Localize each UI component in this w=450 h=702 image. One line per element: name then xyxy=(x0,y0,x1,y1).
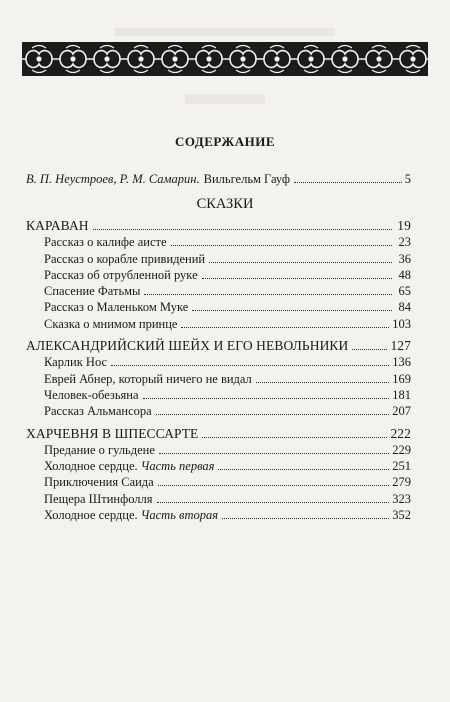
ornament-motif xyxy=(294,46,328,73)
toc-entry-text: Приключения Саида xyxy=(44,475,154,490)
toc-entry[interactable] xyxy=(26,387,411,403)
toc-entry-label xyxy=(26,387,139,403)
toc-group-heading[interactable] xyxy=(26,338,411,354)
toc-page-number: 48 xyxy=(398,267,411,282)
toc-entry-text: Холодное сердце. xyxy=(44,508,138,523)
ornament-motif xyxy=(226,46,260,73)
toc-entry[interactable] xyxy=(26,234,411,250)
toc-entry[interactable] xyxy=(26,299,411,315)
ornament-pattern xyxy=(22,42,428,76)
toc-entry[interactable] xyxy=(26,491,411,507)
toc-entry-label: АЛЕКСАНДРИЙСКИЙ ШЕЙХ И ЕГО НЕВОЛЬНИКИ xyxy=(26,338,349,354)
ornament-motif xyxy=(90,46,124,73)
toc-intro-entry[interactable] xyxy=(26,172,411,187)
toc-page-number: 222 xyxy=(390,425,411,441)
ornament-motif xyxy=(328,46,362,73)
toc-page-number: 279 xyxy=(392,475,411,490)
toc-page-number: 352 xyxy=(392,508,411,523)
toc-entry-text: Спасение Фатьмы xyxy=(44,284,141,299)
toc-page-number: 84 xyxy=(398,300,411,315)
toc-entry-label xyxy=(26,316,177,332)
ornament-motif xyxy=(192,46,226,73)
toc-entry-label: ХАРЧЕВНЯ В ШПЕССАРТЕ xyxy=(26,425,199,441)
toc-entry[interactable] xyxy=(26,251,411,267)
toc-entry-label: КАРАВАН xyxy=(26,218,89,233)
intro-title: Вильгельм Гауф xyxy=(203,172,290,186)
leader-dots xyxy=(144,294,392,295)
toc-page-number: 181 xyxy=(392,387,411,402)
leader-dots xyxy=(158,485,390,486)
leader-dots xyxy=(181,327,389,328)
toc-entry[interactable] xyxy=(26,458,411,474)
toc-entry-label xyxy=(26,354,107,370)
toc-group-heading[interactable] xyxy=(26,218,411,234)
leader-dots xyxy=(93,229,392,230)
section-title: СКАЗКИ xyxy=(196,196,254,212)
toc-entry-text: Еврей Абнер, который ничего не видал xyxy=(44,371,252,386)
ornament-motif xyxy=(396,46,428,73)
ornament-motif xyxy=(158,46,192,73)
toc-entry-label xyxy=(26,267,198,283)
toc-page-number: 229 xyxy=(392,442,411,457)
toc-entry-text: Человек-обезьяна xyxy=(44,387,139,402)
leader-dots xyxy=(222,518,389,519)
ornament-motif xyxy=(124,46,158,73)
ornament-motif xyxy=(260,46,294,73)
toc-entry[interactable] xyxy=(26,267,411,283)
toc-page-number: 23 xyxy=(398,235,411,250)
toc-entry-text: Сказка о мнимом принце xyxy=(44,316,178,331)
toc-page-number: 65 xyxy=(398,284,411,299)
toc-entry-text: Пещера Штинфолля xyxy=(44,491,153,506)
toc-entry[interactable] xyxy=(26,403,411,419)
toc-page-number: 207 xyxy=(392,404,411,419)
toc-entry-label xyxy=(26,458,214,474)
toc-entry-text: Рассказ о Маленьком Муке xyxy=(44,300,189,315)
leader-dots xyxy=(159,453,389,454)
toc-entry[interactable] xyxy=(26,283,411,299)
leader-dots xyxy=(202,278,392,279)
toc-entry-label xyxy=(26,251,205,267)
toc-entry-label xyxy=(26,507,218,523)
toc-page-number: 251 xyxy=(392,459,411,474)
toc-entry[interactable] xyxy=(26,442,411,458)
toc-entry-italic-part: Часть вторая xyxy=(140,508,219,523)
toc-entry[interactable] xyxy=(26,354,411,370)
ornamental-band xyxy=(22,42,428,76)
leader-dots xyxy=(202,437,387,438)
toc-page-number: 169 xyxy=(392,371,411,386)
toc-entry-text: Рассказ об отрубленной руке xyxy=(44,267,198,282)
toc-page-number: 136 xyxy=(392,355,411,370)
leader-dots xyxy=(156,414,390,415)
toc-entry-label xyxy=(26,371,252,387)
leader-dots xyxy=(294,182,402,183)
toc-group-heading[interactable] xyxy=(26,426,411,442)
toc-page-number: 127 xyxy=(390,338,411,354)
toc-page-number: 19 xyxy=(397,218,411,233)
toc-page-number: 36 xyxy=(398,251,411,266)
toc-entry-italic-part: Часть первая xyxy=(140,459,215,474)
leader-dots xyxy=(111,365,389,366)
toc-entry[interactable] xyxy=(26,371,411,387)
toc-entry-label xyxy=(26,474,154,490)
leader-dots xyxy=(157,502,390,503)
ornament-motif xyxy=(56,46,90,73)
bleed-through-top xyxy=(115,28,335,36)
ornament-motif xyxy=(22,46,56,73)
toc-entry-text: Рассказ о корабле привидений xyxy=(44,251,206,266)
leader-dots xyxy=(256,382,389,383)
leader-dots xyxy=(171,245,392,246)
leader-dots xyxy=(143,398,390,399)
bleed-through-mid xyxy=(185,94,265,104)
toc-entry[interactable] xyxy=(26,316,411,332)
toc-entry-label xyxy=(26,491,153,507)
toc-page-number: 323 xyxy=(392,491,411,506)
leader-dots xyxy=(192,310,392,311)
toc-entry-label xyxy=(26,299,188,315)
leader-dots xyxy=(352,349,387,350)
toc-entry-text: Рассказ о калифе аисте xyxy=(44,235,167,250)
toc-entry-text: Предание о гульдене xyxy=(44,442,155,457)
ornament-motif xyxy=(362,46,396,73)
toc-page-number: 103 xyxy=(392,316,411,331)
toc-entry-text: Холодное сердце. xyxy=(44,459,138,474)
toc-entry-label xyxy=(26,234,167,250)
toc-entry-label xyxy=(26,403,152,419)
toc-title: СОДЕРЖАНИЕ xyxy=(174,134,276,149)
intro-page-number: 5 xyxy=(404,172,411,186)
toc-entry-label xyxy=(26,283,140,299)
toc-entry[interactable] xyxy=(26,507,411,523)
toc-entries xyxy=(26,218,411,523)
leader-dots xyxy=(218,469,389,470)
toc-entry-text: Рассказ Альмансора xyxy=(44,404,152,419)
toc-entry-text: Карлик Нос xyxy=(44,355,108,370)
leader-dots xyxy=(209,262,392,263)
toc-entry-label xyxy=(26,442,155,458)
toc-entry[interactable] xyxy=(26,474,411,490)
intro-authors: В. П. Неустроев, Р. М. Самарин. xyxy=(26,172,200,186)
